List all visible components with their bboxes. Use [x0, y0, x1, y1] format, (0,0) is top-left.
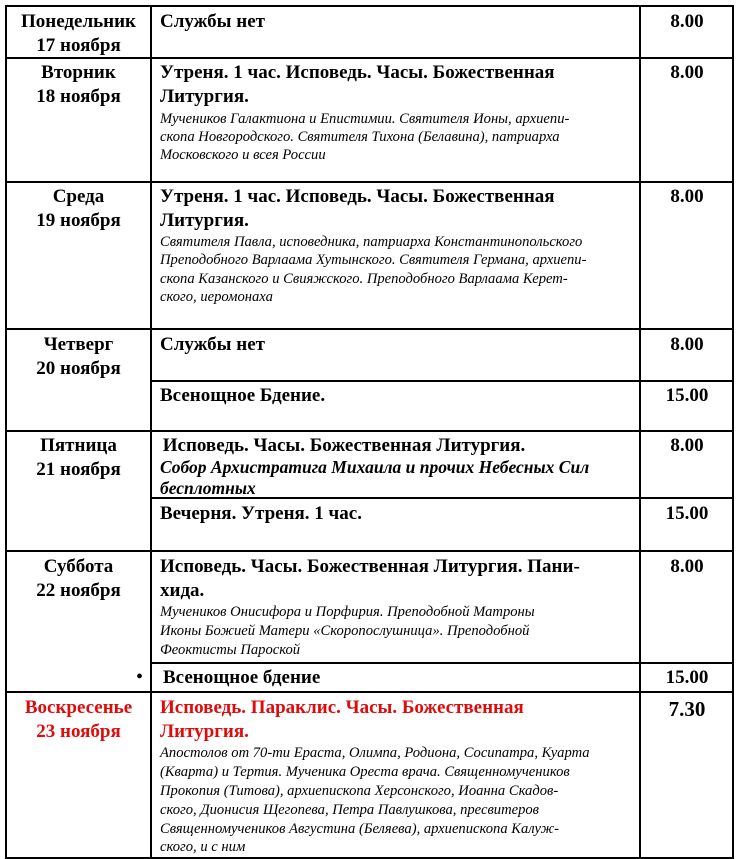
day-date: 21 ноября — [36, 459, 121, 480]
service-details: Преподобного Варлаама Хутынского. Святителя Германа, архиепи- — [160, 252, 587, 268]
day-name: Пятница — [40, 435, 117, 456]
day-name: Воскресенье — [24, 697, 133, 718]
day-date: 18 ноября — [36, 86, 121, 107]
service-details: скопа Новгородского. Святителя Тихона (Белавина), патриарха — [160, 129, 560, 145]
service-time: 15.00 — [665, 385, 709, 406]
service-details: ского, и с ним — [160, 839, 246, 855]
service-details: Феоктисты Пароской — [160, 642, 301, 658]
service-details: (Кварта) и Тертия. Мученика Ореста врача. Священномучеников — [160, 764, 570, 780]
day-name: Понедельник — [20, 11, 136, 32]
row-divider — [5, 430, 734, 432]
service-details: Святителя Павла, исповедника, патриарха Константинопольского — [160, 234, 583, 250]
service-title: Службы нет — [160, 334, 265, 355]
column-divider-time — [639, 6, 641, 859]
service-time: 15.00 — [665, 503, 709, 524]
day-name: Вторник — [41, 62, 116, 83]
table-border-right — [732, 6, 734, 859]
service-title: Литургия. — [160, 210, 249, 231]
service-time: 8.00 — [670, 435, 704, 456]
service-title: Исповедь. Параклис. Часы. Божественная — [160, 697, 524, 718]
row-divider — [5, 691, 734, 693]
row-divider — [5, 550, 734, 552]
day-date: 19 ноября — [36, 210, 121, 231]
service-title: Всенощное бдение — [163, 667, 321, 688]
service-time: 7.30 — [668, 697, 706, 721]
service-details: скопа Казанского и Свияжского. Преподобного Варлаама Керет- — [160, 271, 568, 287]
feast-subtitle: Собор Архистратига Михаила и прочих Небесных Сил — [160, 457, 590, 477]
service-details: Мучеников Онисифора и Порфирия. Преподобной Матроны — [160, 604, 535, 620]
service-title: Исповедь. Часы. Божественная Литургия. Пани- — [160, 556, 580, 577]
service-details: Прокопия (Титова), архиепископа Херсонского, Иоанна Скадов- — [160, 783, 559, 799]
bullet-marker: • — [136, 666, 144, 688]
service-time: 8.00 — [670, 62, 704, 83]
service-title: Исповедь. Часы. Божественная Литургия. — [158, 435, 526, 456]
day-date: 23 ноября — [36, 721, 121, 742]
service-title: Литургия. — [160, 721, 249, 742]
service-time: 8.00 — [670, 556, 704, 577]
service-title: Всенощное Бдение. — [160, 385, 326, 406]
day-date: 17 ноября — [36, 35, 121, 56]
service-details: ского, иеромонаха — [160, 289, 273, 305]
day-date: 22 ноября — [36, 580, 121, 601]
day-date: 20 ноября — [36, 358, 121, 379]
subrow-divider — [150, 662, 734, 664]
service-title: Службы нет — [160, 11, 265, 32]
row-divider — [5, 328, 734, 330]
row-divider — [5, 181, 734, 183]
service-title: Утреня. 1 час. Исповедь. Часы. Божественная — [160, 62, 555, 83]
day-name: Суббота — [43, 556, 114, 577]
day-name: Четверг — [43, 334, 114, 355]
column-divider-day — [150, 6, 152, 859]
service-details: ского, Дионисия Щегопева, Петра Павлушкова, пресвитеров — [160, 802, 540, 818]
service-time: 8.00 — [670, 11, 704, 32]
service-title: Утреня. 1 час. Исповедь. Часы. Божественная — [160, 186, 555, 207]
service-title: Литургия. — [160, 86, 249, 107]
service-title: Вечерня. Утреня. 1 час. — [160, 503, 362, 524]
feast-subtitle: бесплотных — [160, 478, 256, 498]
table-border-top — [5, 5, 734, 7]
service-details: Иконы Божией Матери «Скоропослушница». Преподобной — [160, 623, 530, 639]
day-name: Среда — [52, 186, 105, 207]
service-details: Апостолов от 70-ти Ераста, Олимпа, Родиона, Сосипатра, Куарта — [160, 745, 590, 761]
service-details: Московского и всея России — [160, 147, 326, 163]
service-details: Священномучеников Августина (Беляева), архиепископа Калуж- — [160, 821, 560, 837]
service-title: хида. — [160, 580, 205, 601]
service-time: 8.00 — [670, 334, 704, 355]
subrow-divider — [150, 380, 734, 382]
service-time: 8.00 — [670, 186, 704, 207]
service-time: 15.00 — [665, 667, 709, 688]
service-details: Мучеников Галактиона и Епистимии. Святителя Ионы, архиепи- — [160, 111, 570, 127]
